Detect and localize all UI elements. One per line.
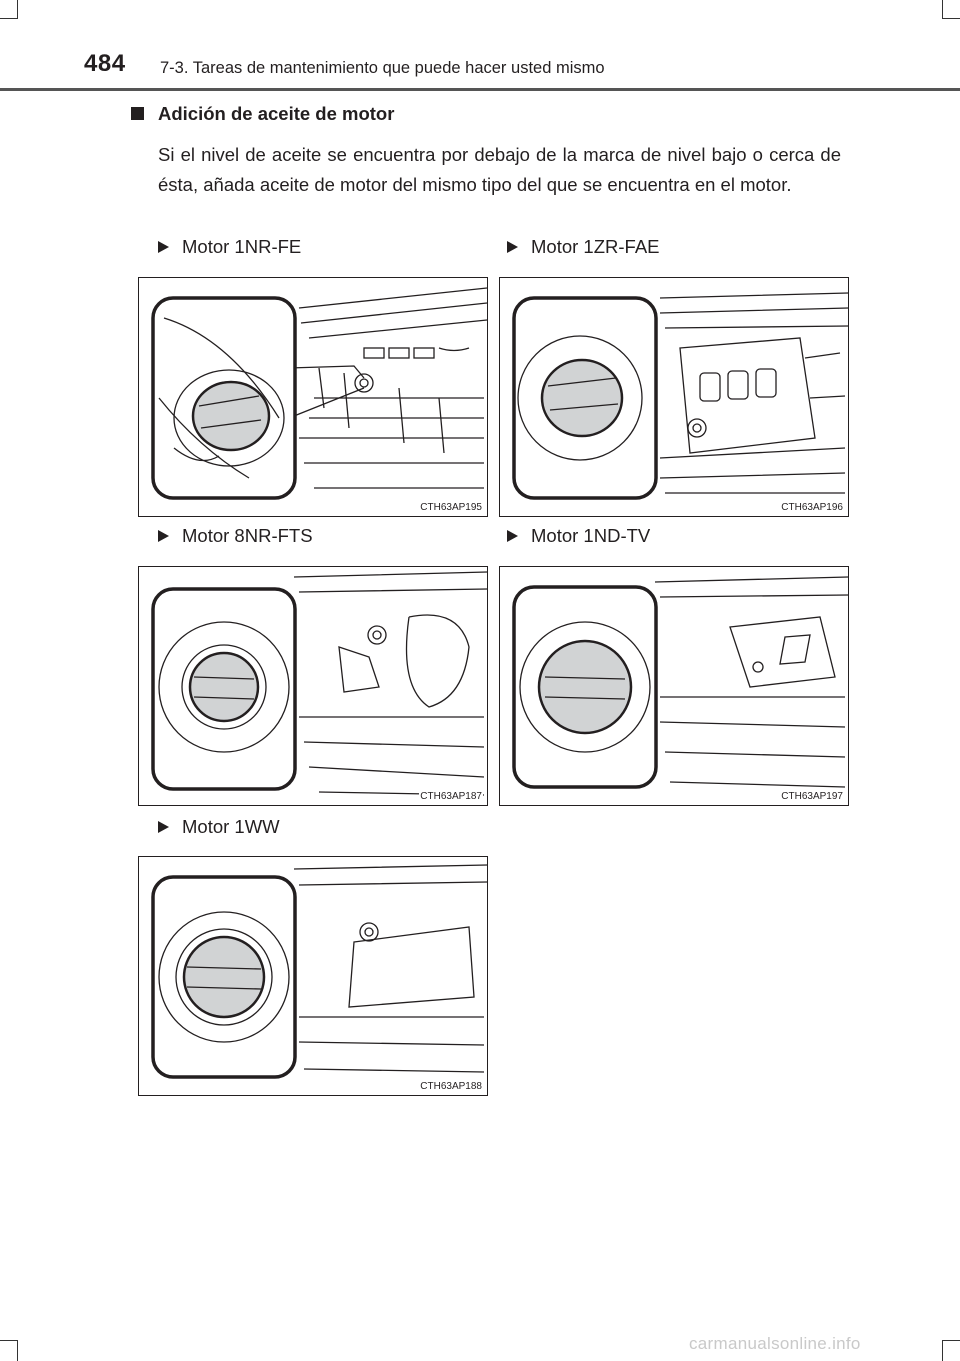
- oil-filler-cap-illustration: [139, 567, 487, 805]
- section-heading: [131, 103, 394, 125]
- crop-mark: [0, 18, 17, 19]
- oil-filler-cap-illustration: [500, 278, 848, 516]
- engine-figure-1nr-fe: [138, 277, 488, 517]
- triangle-bullet-icon: [158, 241, 169, 253]
- section-heading-text: Adición de aceite de motor: [158, 103, 395, 124]
- oil-filler-cap-illustration: [500, 567, 848, 805]
- engine-figure-8nr-fts: [138, 566, 488, 806]
- crop-mark: [17, 0, 18, 19]
- engine-figure-1ww: [138, 856, 488, 1096]
- crop-mark: [943, 1340, 960, 1341]
- engine-label-1zr-fae: [507, 236, 660, 258]
- bullet-square-icon: [131, 107, 144, 120]
- figure-code: CTH63AP188: [420, 1081, 482, 1092]
- engine-label-text: Motor 1ZR-FAE: [531, 236, 660, 257]
- watermark-url: carmanualsonline.info: [689, 1334, 861, 1353]
- engine-label-text: Motor 1ND-TV: [531, 525, 651, 546]
- triangle-bullet-icon: [507, 530, 518, 542]
- triangle-bullet-icon: [507, 241, 518, 253]
- page-number: 484: [84, 50, 126, 77]
- figure-code: CTH63AP197: [781, 791, 843, 802]
- triangle-bullet-icon: [158, 530, 169, 542]
- header-rule: [0, 88, 960, 91]
- engine-label-text: Motor 8NR-FTS: [182, 525, 313, 546]
- engine-label-1nd-tv: [507, 525, 650, 547]
- section-body: Si el nivel de aceite se encuentra por debajo de la marca de nivel bajo o cerca de ésta, añada aceite de motor del mismo tipo del que se encuentra en el motor.: [158, 144, 841, 195]
- section-title: 7-3. Tareas de mantenimiento que puede hacer usted mismo: [160, 59, 605, 77]
- crop-mark: [942, 1340, 943, 1361]
- oil-filler-cap-illustration: [139, 857, 487, 1095]
- crop-mark: [943, 18, 960, 19]
- figure-code: CTH63AP196: [781, 502, 843, 513]
- engine-label-text: Motor 1NR-FE: [182, 236, 302, 257]
- crop-mark: [17, 1340, 18, 1361]
- engine-figure-1zr-fae: [499, 277, 849, 517]
- engine-label-1ww: [158, 816, 280, 838]
- figure-code: CTH63AP187: [420, 791, 482, 802]
- engine-label-text: Motor 1WW: [182, 816, 280, 837]
- oil-filler-cap-illustration: [139, 278, 487, 516]
- engine-label-8nr-fts: [158, 525, 313, 547]
- engine-label-1nr-fe: [158, 236, 301, 258]
- crop-mark: [942, 0, 943, 19]
- figure-code: CTH63AP195: [420, 502, 482, 513]
- triangle-bullet-icon: [158, 821, 169, 833]
- engine-figure-1nd-tv: [499, 566, 849, 806]
- crop-mark: [0, 1340, 17, 1341]
